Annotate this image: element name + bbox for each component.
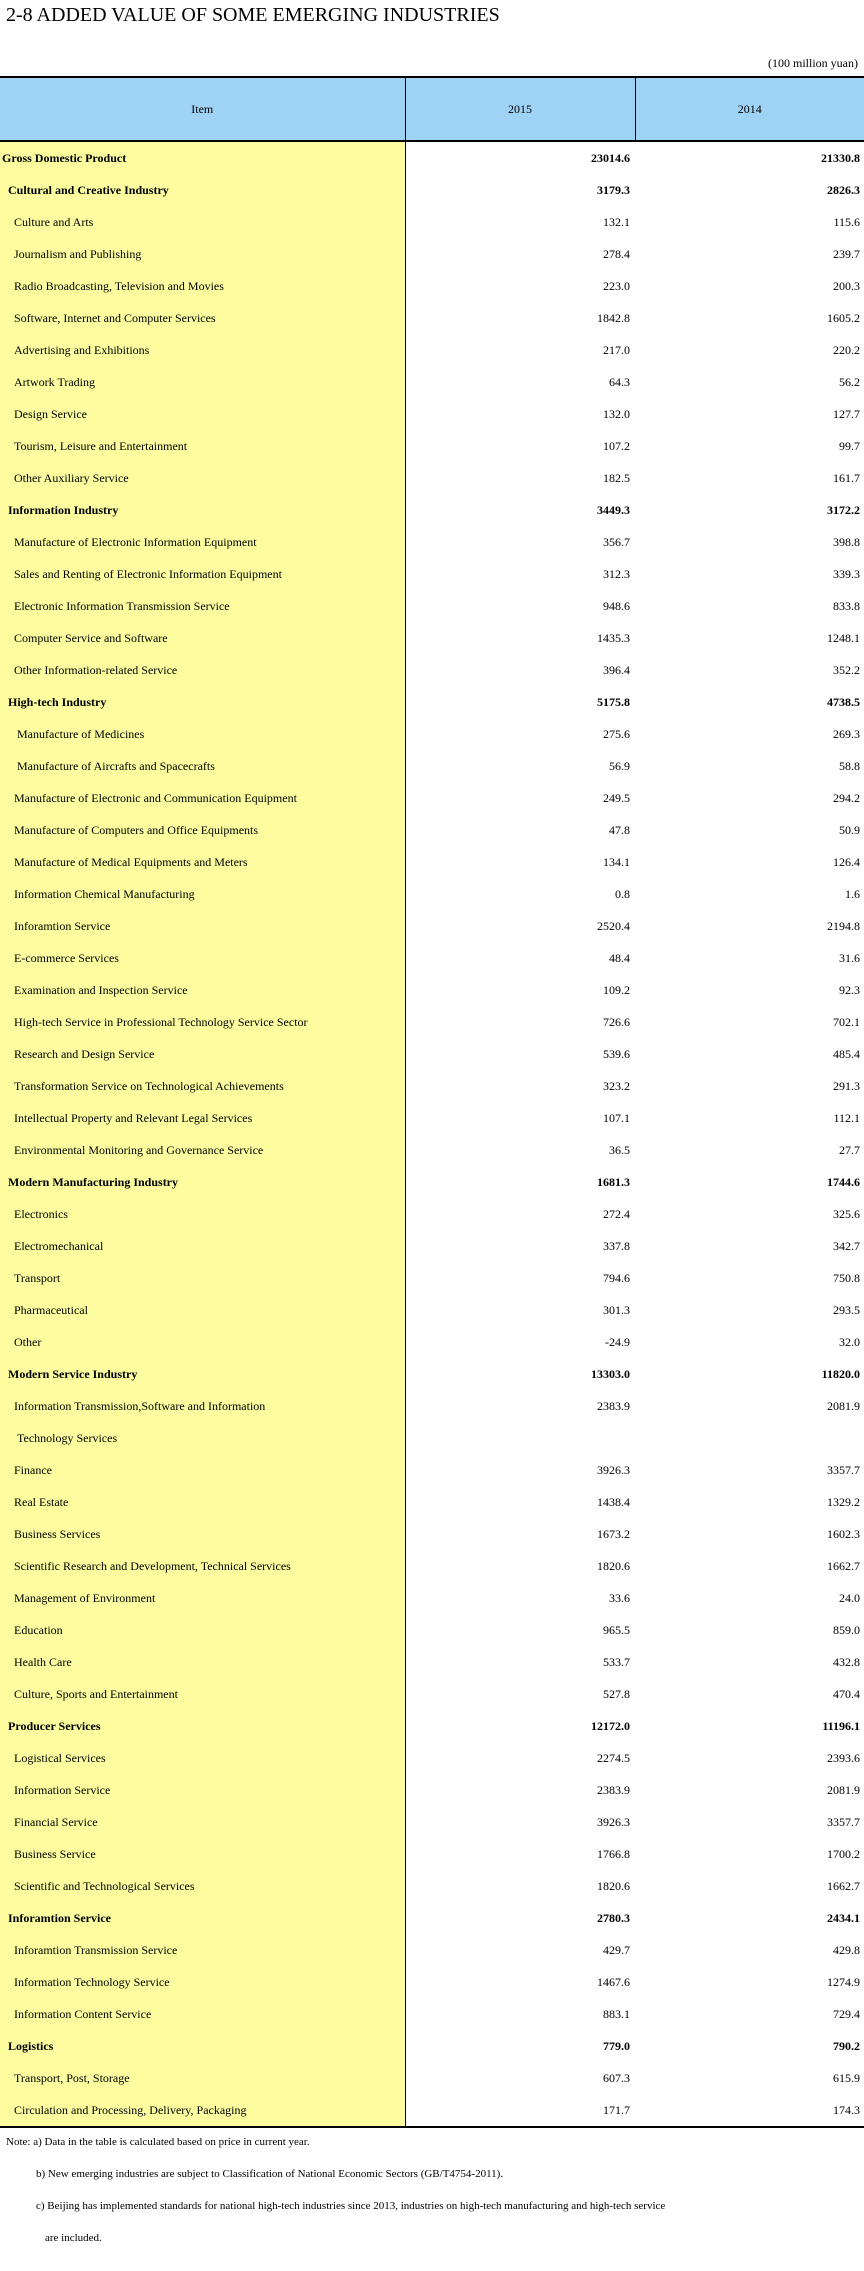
row-value-2015: 337.8 [603,1238,630,1253]
row-value-2014: 11820.0 [821,1366,860,1381]
row-value-2014: 92.3 [839,982,860,997]
row-item-label: Modern Manufacturing Industry [0,1166,405,1198]
row-value-2015: 134.1 [603,854,630,869]
row-item-label: Business Service [0,1838,405,1870]
row-value-2015: 2274.5 [597,1750,630,1765]
table-row [0,782,864,814]
row-item-label: Manufacture of Aircrafts and Spacecrafts [0,750,405,782]
table-row [0,1134,864,1166]
row-item-label: Software, Internet and Computer Services [0,302,405,334]
table-row [0,206,864,238]
row-item-label: Tourism, Leisure and Entertainment [0,430,405,462]
row-item-label: Culture, Sports and Entertainment [0,1678,405,1710]
row-value-2014: 2826.3 [827,182,860,197]
note-a: Note: a) Data in the table is calculated based on price in current year. [6,2136,310,2148]
row-value-2014: 291.3 [833,1078,860,1093]
table-row [0,1934,864,1966]
row-value-2015: 107.2 [603,438,630,453]
table-row [0,1294,864,1326]
table-row [0,1006,864,1038]
row-value-2014: 398.8 [833,534,860,549]
table-row [0,366,864,398]
row-value-2014: 293.5 [833,1302,860,1317]
row-value-2015: 13303.0 [591,1366,630,1381]
row-value-2014: 729.4 [833,2006,860,2021]
row-value-2014: 342.7 [833,1238,860,1253]
row-value-2014: 1605.2 [827,310,860,325]
row-value-2015 [405,1422,635,1454]
row-value-2015: 2520.4 [597,918,630,933]
row-value-2015: 2383.9 [597,1782,630,1797]
row-item-label: Manufacture of Computers and Office Equipments [0,814,405,846]
row-value-2014: 112.1 [833,1110,860,1125]
row-value-2014: 2081.9 [827,1782,860,1797]
row-value-2015: 1681.3 [597,1174,630,1189]
row-item-label: Journalism and Publishing [0,238,405,270]
table-row [0,1742,864,1774]
row-value-2014: 1662.7 [827,1558,860,1573]
row-value-2015: 356.7 [603,534,630,549]
table-row [0,1518,864,1550]
row-item-label: Radio Broadcasting, Television and Movies [0,270,405,302]
table-row [0,974,864,1006]
row-value-2015: 223.0 [603,278,630,293]
row-value-2015: 3926.3 [597,1462,630,1477]
row-value-2015: 3926.3 [597,1814,630,1829]
row-value-2014: 1602.3 [827,1526,860,1541]
row-value-2014: 269.3 [833,726,860,741]
row-value-2014: 325.6 [833,1206,860,1221]
row-value-2015: 1766.8 [597,1846,630,1861]
table-row [0,1838,864,1870]
table-row [0,1390,864,1422]
table-row [0,718,864,750]
table-row [0,398,864,430]
row-value-2014: 27.7 [839,1142,860,1157]
page-title: 2-8 ADDED VALUE OF SOME EMERGING INDUSTRIES [6,4,500,26]
row-item-label: Environmental Monitoring and Governance Service [0,1134,405,1166]
row-value-2015: 948.6 [603,598,630,613]
row-value-2014: 2434.1 [827,1910,860,1925]
row-value-2015: 0.8 [615,886,630,901]
row-item-label: Manufacture of Electronic Information Equipment [0,526,405,558]
table-row [0,1646,864,1678]
table-row [0,2062,864,2094]
table-row [0,814,864,846]
row-value-2015: 132.0 [603,406,630,421]
row-value-2015: 312.3 [603,566,630,581]
table-row [0,238,864,270]
row-item-label: Electronic Information Transmission Service [0,590,405,622]
row-item-label: Management of Environment [0,1582,405,1614]
table-row [0,1486,864,1518]
table-row [0,1198,864,1230]
row-value-2014: 3357.7 [827,1814,860,1829]
row-value-2015: 23014.6 [591,150,630,165]
row-item-label: Electronics [0,1198,405,1230]
row-value-2015: 1820.6 [597,1878,630,1893]
row-value-2014: 352.2 [833,662,860,677]
row-value-2014: 220.2 [833,342,860,357]
table-row [0,1038,864,1070]
row-value-2014 [635,1422,864,1454]
row-item-label: Cultural and Creative Industry [0,174,405,206]
row-item-label: Other [0,1326,405,1358]
row-value-2015: 109.2 [603,982,630,997]
row-value-2015: 64.3 [609,374,630,389]
row-item-label: Circulation and Processing, Delivery, Packaging [0,2094,405,2127]
row-value-2014: 3172.2 [827,502,860,517]
table-row [0,1422,864,1454]
row-value-2015: 2780.3 [597,1910,630,1925]
row-item-label: Transformation Service on Technological Achievements [0,1070,405,1102]
row-value-2015: 132.1 [603,214,630,229]
row-value-2014: 1662.7 [827,1878,860,1893]
table-row [0,1678,864,1710]
row-item-label: Inforamtion Transmission Service [0,1934,405,1966]
column-header-item: Item [0,77,405,141]
table-row [0,270,864,302]
row-item-label: Intellectual Property and Relevant Legal Services [0,1102,405,1134]
table-row [0,2094,864,2127]
row-item-label: High-tech Service in Professional Technology Service Sector [0,1006,405,1038]
row-item-label: E-commerce Services [0,942,405,974]
row-value-2014: 750.8 [833,1270,860,1285]
row-value-2015: 607.3 [603,2070,630,2085]
row-item-label: Information Transmission,Software and Information [0,1390,405,1422]
table-row [0,1806,864,1838]
table-row [0,1358,864,1390]
row-item-label: Manufacture of Medical Equipments and Meters [0,846,405,878]
row-value-2015: 217.0 [603,342,630,357]
row-item-label: High-tech Industry [0,686,405,718]
row-value-2014: 21330.8 [821,150,860,165]
table-row [0,910,864,942]
row-item-label: Manufacture of Medicines [0,718,405,750]
row-value-2015: 48.4 [609,950,630,965]
table-row [0,1070,864,1102]
row-item-label: Information Service [0,1774,405,1806]
row-value-2014: 56.2 [839,374,860,389]
row-item-label: Pharmaceutical [0,1294,405,1326]
note-b: b) New emerging industries are subject to Classification of National Economic Sectors (GB/T4754-2011). [36,2168,504,2180]
row-value-2014: 429.8 [833,1942,860,1957]
row-item-label: Artwork Trading [0,366,405,398]
table-row [0,1614,864,1646]
row-value-2015: 36.5 [609,1142,630,1157]
row-item-label: Real Estate [0,1486,405,1518]
row-value-2014: 4738.5 [827,694,860,709]
table-row [0,1326,864,1358]
row-item-label: Inforamtion Service [0,1902,405,1934]
row-value-2014: 3357.7 [827,1462,860,1477]
table-row [0,686,864,718]
row-value-2014: 790.2 [833,2038,860,2053]
row-value-2014: 99.7 [839,438,860,453]
row-item-label: Finance [0,1454,405,1486]
table-header-row [0,77,864,141]
row-value-2015: 539.6 [603,1046,630,1061]
row-value-2015: 323.2 [603,1078,630,1093]
table-row [0,590,864,622]
row-value-2015: 2383.9 [597,1398,630,1413]
row-value-2015: 883.1 [603,2006,630,2021]
row-item-label: Business Services [0,1518,405,1550]
row-value-2014: 1.6 [845,886,860,901]
row-value-2014: 432.8 [833,1654,860,1669]
row-value-2014: 2393.6 [827,1750,860,1765]
row-value-2014: 126.4 [833,854,860,869]
row-value-2015: 1435.3 [597,630,630,645]
row-item-label: Other Auxiliary Service [0,462,405,494]
row-value-2015: 33.6 [609,1590,630,1605]
table-row [0,2030,864,2062]
table-row [0,462,864,494]
row-item-label: Transport [0,1262,405,1294]
row-item-label: Education [0,1614,405,1646]
row-value-2015: 301.3 [603,1302,630,1317]
row-value-2015: 275.6 [603,726,630,741]
row-value-2014: 161.7 [833,470,860,485]
table-row [0,174,864,206]
row-value-2015: 779.0 [603,2038,630,2053]
row-value-2015: 56.9 [609,758,630,773]
table-row [0,558,864,590]
table-row [0,334,864,366]
row-value-2015: 965.5 [603,1622,630,1637]
table-row [0,1230,864,1262]
column-header-2014: 2014 [635,77,864,141]
row-value-2015: 794.6 [603,1270,630,1285]
row-value-2014: 615.9 [833,2070,860,2085]
table-row [0,1262,864,1294]
column-header-2015: 2015 [405,77,635,141]
row-value-2014: 2194.8 [827,918,860,933]
row-value-2015: 3449.3 [597,502,630,517]
table-body [0,141,864,2127]
row-value-2015: 1673.2 [597,1526,630,1541]
row-value-2014: 339.3 [833,566,860,581]
row-value-2015: 272.4 [603,1206,630,1221]
row-item-label: Health Care [0,1646,405,1678]
row-item-label: Advertising and Exhibitions [0,334,405,366]
row-value-2014: 1274.9 [827,1974,860,1989]
row-value-2014: 200.3 [833,278,860,293]
row-item-label: Other Information-related Service [0,654,405,686]
row-value-2014: 32.0 [839,1334,860,1349]
row-value-2014: 115.6 [833,214,860,229]
row-item-label: Information Industry [0,494,405,526]
row-value-2015: 1820.6 [597,1558,630,1573]
row-value-2014: 470.4 [833,1686,860,1701]
row-item-label: Inforamtion Service [0,910,405,942]
row-value-2014: 1248.1 [827,630,860,645]
row-value-2015: 107.1 [603,1110,630,1125]
row-item-label: Sales and Renting of Electronic Information Equipment [0,558,405,590]
row-item-label: Gross Domestic Product [0,141,405,174]
row-item-label: Information Content Service [0,1998,405,2030]
note-c-continued: are included. [45,2232,102,2244]
row-value-2014: 50.9 [839,822,860,837]
row-value-2014: 702.1 [833,1014,860,1029]
row-item-label: Computer Service and Software [0,622,405,654]
table-row [0,494,864,526]
row-value-2015: 726.6 [603,1014,630,1029]
row-value-2015: 182.5 [603,470,630,485]
table-row [0,1166,864,1198]
unit-label: (100 million yuan) [768,56,858,70]
row-item-label: Logistics [0,2030,405,2062]
row-value-2015: 278.4 [603,246,630,261]
row-item-label: Producer Services [0,1710,405,1742]
row-value-2014: 127.7 [833,406,860,421]
table-row [0,1998,864,2030]
table-row [0,878,864,910]
row-value-2014: 1744.6 [827,1174,860,1189]
table-row [0,1966,864,1998]
data-table [0,76,864,2128]
row-value-2015: 1842.8 [597,310,630,325]
row-value-2015: 533.7 [603,1654,630,1669]
table-row [0,1454,864,1486]
row-value-2014: 24.0 [839,1590,860,1605]
table-row [0,430,864,462]
row-item-label: Examination and Inspection Service [0,974,405,1006]
row-item-label: Electromechanical [0,1230,405,1262]
table-row [0,846,864,878]
table-row [0,526,864,558]
row-value-2014: 859.0 [833,1622,860,1637]
row-value-2014: 485.4 [833,1046,860,1061]
row-value-2015: 171.7 [405,2094,635,2127]
row-value-2014: 58.8 [839,758,860,773]
row-item-label: Scientific Research and Development, Technical Services [0,1550,405,1582]
row-value-2014: 294.2 [833,790,860,805]
row-item-label: Information Chemical Manufacturing [0,878,405,910]
row-value-2015: -24.9 [605,1334,630,1349]
table-row [0,1102,864,1134]
row-item-label: Research and Design Service [0,1038,405,1070]
row-value-2014: 31.6 [839,950,860,965]
row-item-label: Scientific and Technological Services [0,1870,405,1902]
row-item-label: Manufacture of Electronic and Communication Equipment [0,782,405,814]
row-item-label: Information Technology Service [0,1966,405,1998]
row-value-2014: 2081.9 [827,1398,860,1413]
row-item-label: Culture and Arts [0,206,405,238]
row-value-2015: 47.8 [609,822,630,837]
row-value-2014: 11196.1 [822,1718,860,1733]
table-row [0,1870,864,1902]
row-value-2015: 249.5 [603,790,630,805]
table-row [0,654,864,686]
row-value-2015: 1467.6 [597,1974,630,1989]
table-row [0,1710,864,1742]
row-item-label: Modern Service Industry [0,1358,405,1390]
table-row [0,750,864,782]
row-value-2015: 527.8 [603,1686,630,1701]
row-item-label: Financial Service [0,1806,405,1838]
table-row [0,1550,864,1582]
row-value-2015: 3179.3 [597,182,630,197]
row-value-2015: 5175.8 [597,694,630,709]
note-c: c) Beijing has implemented standards for national high-tech industries since 2013, industries on high-tech manufacturing and high-tech service [36,2200,666,2212]
row-value-2014: 1329.2 [827,1494,860,1509]
table-row [0,1902,864,1934]
row-value-2015: 396.4 [603,662,630,677]
table-row [0,622,864,654]
row-value-2014: 174.3 [635,2094,864,2127]
row-value-2014: 833.8 [833,598,860,613]
table-row [0,141,864,174]
table-row [0,1582,864,1614]
table-row [0,1774,864,1806]
row-value-2014: 1700.2 [827,1846,860,1861]
table-row [0,942,864,974]
row-item-label: Technology Services [0,1422,405,1454]
row-item-label: Logistical Services [0,1742,405,1774]
row-value-2014: 239.7 [833,246,860,261]
row-value-2015: 429.7 [603,1942,630,1957]
table-row [0,302,864,334]
row-item-label: Design Service [0,398,405,430]
row-item-label: Transport, Post, Storage [0,2062,405,2094]
row-value-2015: 12172.0 [591,1718,630,1733]
row-value-2015: 1438.4 [597,1494,630,1509]
